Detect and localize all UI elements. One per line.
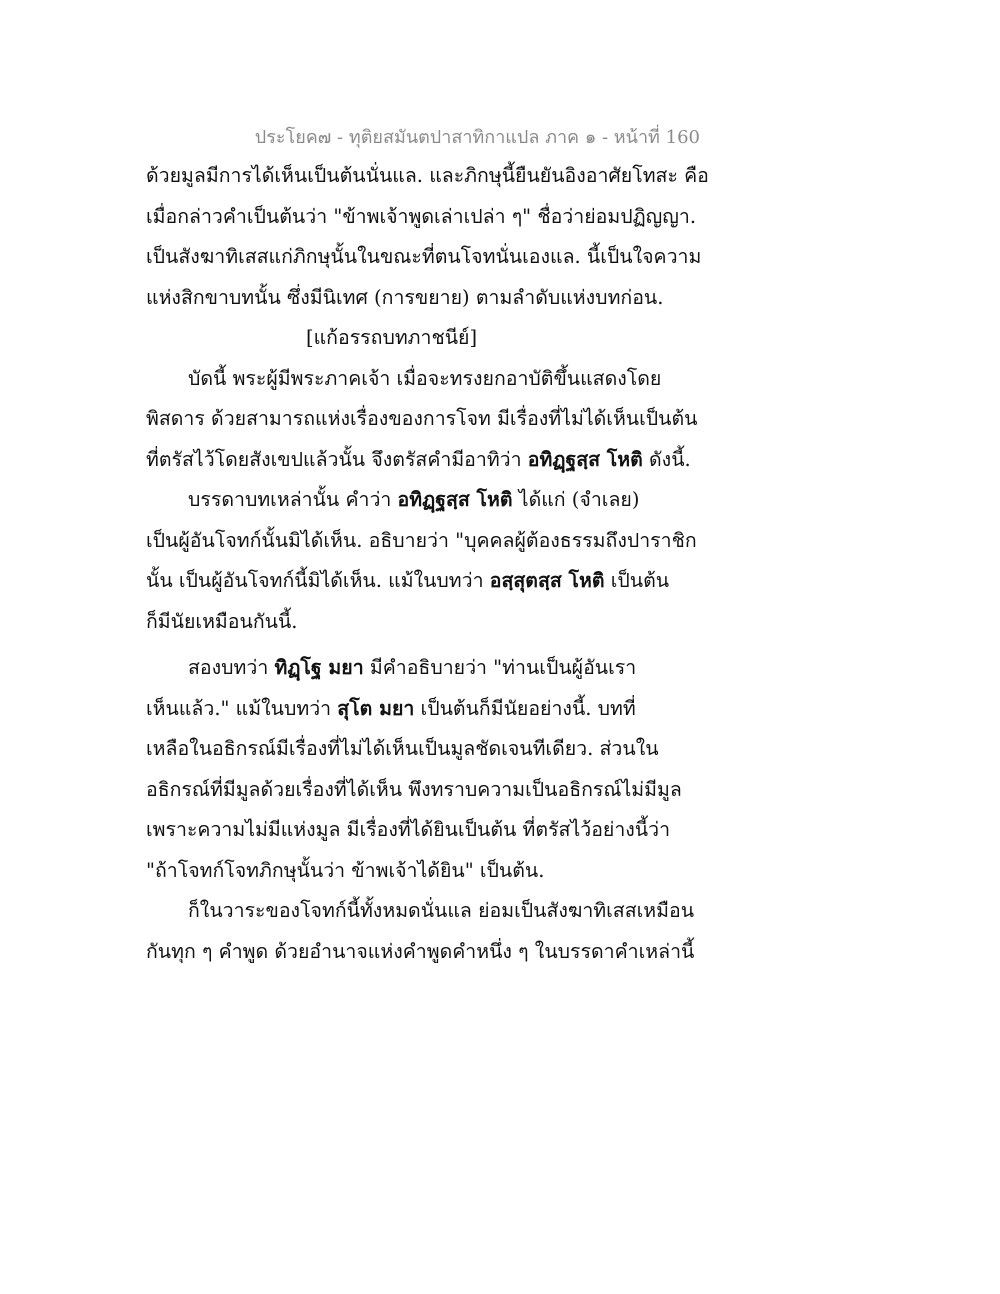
pali-term: อทิฏฺฐสฺส โหติ — [527, 447, 643, 471]
text-line — [146, 156, 709, 197]
text-run: แห่งสิกขาบทนั้น ซึ่งมีนิเทศ (การขยาย) ตามลำดับแห่งบทก่อน. — [146, 285, 664, 309]
text-line — [146, 932, 706, 973]
pali-term: ทิฏฺโฐ มยา — [274, 656, 364, 679]
text-run: ก็ในวาระของโจทก์นี้ทั้งหมดนั่นแล ย่อมเป็นสังฆาทิเสสเหมือน — [188, 899, 695, 922]
text-line — [146, 521, 706, 562]
text-run: เห็นแล้ว." แม้ในบทว่า — [146, 696, 338, 720]
text-run: มีคำอธิบายว่า "ท่านเป็นผู้อันเรา — [363, 656, 637, 679]
text-run: กันทุก ๆ คำพูด ด้วยอำนาจแห่งคำพูดคำหนึ่ง ๆ ในบรรดาคำเหล่านี้ — [146, 939, 695, 963]
text-run: บัดนี้ พระผู้มีพระภาคเจ้า เมื่อจะทรงยกอาบัติขึ้นแสดงโดย — [188, 366, 662, 390]
body-text — [146, 156, 709, 972]
text-run: อธิกรณ์ที่มีมูลด้วยเรื่องที่ได้เห็น พึงทราบความเป็นอธิกรณ์ไม่มีมูล — [146, 777, 682, 801]
text-run: สองบทว่า — [188, 656, 275, 679]
text-run: ดังนี้. — [642, 447, 691, 471]
text-line — [146, 561, 706, 602]
text-line — [146, 891, 706, 932]
page-header: ประโยค๗ - ทุติยสมันตปาสาทิกาแปล ภาค ๑ - หน้าที่ 160 — [254, 127, 700, 148]
text-line — [146, 359, 706, 400]
text-line — [146, 648, 706, 689]
text-line — [146, 399, 706, 440]
text-run: พิสดาร ด้วยสามารถแห่งเรื่องของการโจท มีเรื่องที่ไม่ได้เห็นเป็นต้น — [146, 407, 698, 430]
text-line — [146, 810, 706, 851]
text-run: ด้วยมูลมีการได้เห็นเป็นต้นนั่นแล. และภิกษุนี้ยืนยันอิงอาศัยโทสะ คือ — [146, 164, 709, 187]
text-line — [146, 440, 706, 481]
text-line — [146, 237, 706, 278]
text-run: เมื่อกล่าวคำเป็นต้นว่า "ข้าพเจ้าพูดเล่าเปล่า ๆ" ชื่อว่าย่อมปฏิญญา. — [146, 204, 697, 228]
pali-term: อทิฏฺฐสฺส โหติ — [397, 488, 513, 511]
text-run: ก็มีนัยเหมือนกันนี้. — [146, 609, 298, 633]
text-run: เป็นผู้อันโจทก์นั้นมิได้เห็น. อธิบายว่า "บุคคลผู้ต้องธรรมถึงปาราชิก — [146, 528, 697, 552]
pali-term: อสฺสุตสฺส โหติ — [489, 569, 605, 592]
text-line — [146, 197, 706, 238]
text-line — [146, 729, 706, 770]
text-run: เป็นสังฆาทิเสสแก่ภิกษุนั้นในขณะที่ตนโจทนั่นเองแล. นี้เป็นใจความ — [146, 245, 702, 268]
text-line — [146, 851, 706, 892]
text-run: เพราะความไม่มีแห่งมูล มีเรื่องที่ได้ยินเป็นต้น ที่ตรัสไว้อย่างนี้ว่า — [146, 818, 671, 841]
text-run: เป็นต้นก็มีนัยอย่างนี้. บทที่ — [414, 696, 636, 720]
text-run: ได้แก่ (จำเลย) — [512, 488, 640, 511]
text-run: เป็นต้น — [604, 569, 670, 592]
text-line — [146, 278, 706, 319]
text-run: "ถ้าโจทก์โจทภิกษุนั้นว่า ข้าพเจ้าได้ยิน" เป็นต้น. — [146, 858, 545, 882]
text-run: เหลือในอธิกรณ์มีเรื่องที่ไม่ได้เห็นเป็นมูลชัดเจนทีเดียว. ส่วนใน — [146, 737, 659, 760]
text-run: บรรดาบทเหล่านั้น คำว่า — [188, 488, 398, 511]
pali-term: สุโต มยา — [337, 696, 415, 720]
text-run: [แก้อรรถบทภาชนีย์] — [306, 326, 478, 349]
text-line — [146, 602, 706, 643]
text-line — [146, 480, 706, 521]
text-run: นั้น เป็นผู้อันโจทก์นี้มิได้เห็น. แม้ในบทว่า — [146, 569, 490, 592]
text-line — [146, 770, 706, 811]
section-heading — [146, 318, 706, 359]
text-run: ที่ตรัสไว้โดยสังเขปแล้วนั้น จึงตรัสคำมีอาทิว่า — [146, 447, 528, 471]
text-line — [146, 689, 706, 730]
